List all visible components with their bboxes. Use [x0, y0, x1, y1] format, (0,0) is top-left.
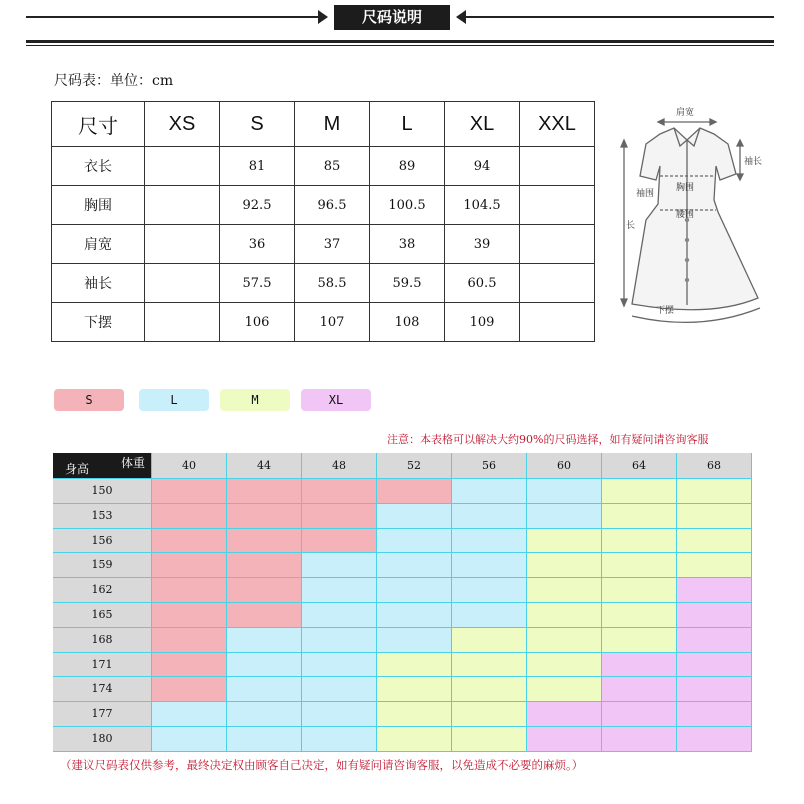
grid-cell-s [227, 603, 302, 628]
grid-cell-l [377, 578, 452, 603]
grid-cell-l [227, 628, 302, 653]
measure-value: 89 [370, 147, 445, 186]
measure-value: 92.5 [220, 186, 295, 225]
legend-item-s: S [54, 389, 124, 411]
measure-label: 袖长 [84, 276, 112, 292]
grid-cell-l [152, 702, 227, 727]
grid-cell-m [602, 479, 677, 504]
size-header-l: L [370, 102, 445, 147]
measure-value [145, 264, 220, 303]
measure-value [520, 264, 595, 303]
measure-value: 59.5 [370, 264, 445, 303]
grid-cell-s [152, 628, 227, 653]
grid-cell-xl [602, 702, 677, 727]
grid-cell-s [152, 677, 227, 702]
header-line-right [466, 16, 774, 18]
weight-header: 64 [602, 453, 677, 479]
measure-label: 胸围 [84, 198, 112, 214]
grid-cell-l [227, 677, 302, 702]
header-line-left [26, 16, 320, 18]
note-text: 注意：本表格可以解决大约90%的尺码选择，如有疑问请咨询客服 [387, 433, 709, 446]
size-header-s: S [220, 102, 295, 147]
grid-cell-s [152, 529, 227, 554]
grid-cell-m [527, 653, 602, 678]
size-table-row [52, 225, 595, 264]
grid-cell-m [527, 603, 602, 628]
grid-cell-s [152, 479, 227, 504]
grid-cell-l [377, 504, 452, 529]
height-header: 168 [53, 628, 152, 653]
diagram-label-sleeve: 袖长 [744, 157, 763, 167]
grid-cell-l [227, 702, 302, 727]
height-header: 174 [53, 677, 152, 702]
grid-cell-s [152, 553, 227, 578]
diagram-label-waist: 腰围 [676, 210, 695, 220]
page-title: 尺码说明 [334, 5, 450, 30]
grid-cell-m [527, 578, 602, 603]
grid-cell-xl [677, 702, 752, 727]
grid-cell-l [302, 603, 377, 628]
measure-label: 衣长 [84, 159, 112, 175]
grid-cell-s [302, 529, 377, 554]
measure-value: 81 [220, 147, 295, 186]
grid-cell-l [302, 578, 377, 603]
measure-value: 36 [220, 225, 295, 264]
measure-value: 96.5 [295, 186, 370, 225]
weight-header: 44 [227, 453, 302, 479]
grid-cell-s [227, 529, 302, 554]
grid-cell-m [527, 677, 602, 702]
grid-cell-xl [677, 628, 752, 653]
grid-cell-l [302, 628, 377, 653]
grid-cell-m [527, 553, 602, 578]
legend-item-m: M [220, 389, 290, 411]
grid-cell-m [377, 653, 452, 678]
diagram-label-chest: 胸围 [676, 183, 695, 193]
grid-cell-l [377, 603, 452, 628]
grid-cell-l [452, 553, 527, 578]
height-header: 165 [53, 603, 152, 628]
grid-cell-l [452, 603, 527, 628]
grid-cell-m [602, 603, 677, 628]
grid-cell-xl [602, 653, 677, 678]
grid-cell-xl [677, 727, 752, 752]
measure-value: 60.5 [445, 264, 520, 303]
grid-cell-l [452, 578, 527, 603]
measure-value: 107 [295, 303, 370, 342]
measure-value: 85 [295, 147, 370, 186]
measure-value [145, 147, 220, 186]
grid-cell-m [677, 479, 752, 504]
grid-cell-l [527, 479, 602, 504]
grid-cell-l [377, 553, 452, 578]
grid-cell-m [377, 677, 452, 702]
measure-value: 38 [370, 225, 445, 264]
grid-cell-s [302, 479, 377, 504]
grid-cell-xl [527, 727, 602, 752]
measure-value [520, 147, 595, 186]
legend-item-xl: XL [301, 389, 371, 411]
height-header: 180 [53, 727, 152, 752]
measure-value: 104.5 [445, 186, 520, 225]
grid-cell-xl [677, 578, 752, 603]
size-table-row [52, 186, 595, 225]
size-table-row [52, 264, 595, 303]
grid-cell-m [452, 653, 527, 678]
height-header: 171 [53, 653, 152, 678]
grid-cell-s [152, 653, 227, 678]
header-arrow-left-icon [318, 10, 328, 24]
height-header: 159 [53, 553, 152, 578]
grid-corner [53, 453, 152, 479]
measure-value: 100.5 [370, 186, 445, 225]
grid-cell-s [377, 479, 452, 504]
grid-cell-l [452, 504, 527, 529]
grid-cell-xl [602, 677, 677, 702]
grid-cell-l [377, 529, 452, 554]
size-header-m: M [295, 102, 370, 147]
grid-cell-m [602, 553, 677, 578]
height-header: 177 [53, 702, 152, 727]
size-header-label: 尺寸 [78, 115, 118, 138]
diagram-label-cuff: 袖围 [636, 189, 655, 199]
grid-cell-m [527, 529, 602, 554]
grid-cell-xl [677, 603, 752, 628]
grid-cell-s [152, 578, 227, 603]
weight-header: 40 [152, 453, 227, 479]
grid-cell-xl [677, 653, 752, 678]
grid-cell-xl [527, 702, 602, 727]
grid-cell-s [152, 504, 227, 529]
grid-cell-l [527, 504, 602, 529]
diagram-label-hem: 下摆 [656, 306, 675, 316]
size-header-xl: XL [445, 102, 520, 147]
size-header-xs: XS [145, 102, 220, 147]
size-table-row [52, 303, 595, 342]
grid-cell-m [527, 628, 602, 653]
size-table-row [52, 147, 595, 186]
diagram-label-shoulder: 肩宽 [676, 108, 695, 118]
measure-value: 108 [370, 303, 445, 342]
weight-header: 52 [377, 453, 452, 479]
grid-cell-m [452, 727, 527, 752]
measure-label: 下摆 [84, 315, 112, 331]
legend-item-l: L [139, 389, 209, 411]
grid-cell-m [452, 702, 527, 727]
grid-cell-l [302, 677, 377, 702]
grid-cell-s [227, 504, 302, 529]
corner-height-label: 身高 [65, 462, 90, 476]
header-arrow-right-icon [456, 10, 466, 24]
grid-cell-l [227, 727, 302, 752]
grid-cell-l [152, 727, 227, 752]
measure-value: 94 [445, 147, 520, 186]
grid-cell-l [452, 529, 527, 554]
measure-label: 肩宽 [84, 237, 112, 253]
height-header: 156 [53, 529, 152, 554]
grid-cell-m [602, 504, 677, 529]
grid-cell-m [602, 628, 677, 653]
grid-cell-m [677, 529, 752, 554]
grid-cell-s [227, 553, 302, 578]
size-header-xxl: XXL [520, 102, 595, 147]
height-header: 150 [53, 479, 152, 504]
diagram-label-length: 长 [626, 221, 636, 231]
measure-value [520, 225, 595, 264]
weight-header: 56 [452, 453, 527, 479]
unit-label: 尺码表：单位：cm [54, 73, 174, 89]
measure-value: 37 [295, 225, 370, 264]
grid-cell-s [302, 504, 377, 529]
grid-cell-l [302, 653, 377, 678]
weight-header: 60 [527, 453, 602, 479]
height-header: 153 [53, 504, 152, 529]
grid-cell-m [677, 504, 752, 529]
height-header: 162 [53, 578, 152, 603]
grid-cell-s [152, 603, 227, 628]
bottom-note: （建议尺码表仅供参考，最终决定权由顾客自己决定，如有疑问请咨询客服，以免造成不必要的麻烦。） [60, 758, 584, 772]
dress-diagram [610, 100, 775, 340]
grid-cell-s [227, 578, 302, 603]
grid-cell-l [452, 479, 527, 504]
grid-cell-m [452, 628, 527, 653]
grid-cell-l [302, 553, 377, 578]
measure-value: 57.5 [220, 264, 295, 303]
grid-cell-m [377, 727, 452, 752]
header-rule-thin [26, 45, 774, 46]
grid-cell-l [302, 727, 377, 752]
grid-cell-s [227, 479, 302, 504]
grid-cell-xl [602, 727, 677, 752]
size-table [51, 101, 595, 342]
measure-value [145, 303, 220, 342]
measure-value: 58.5 [295, 264, 370, 303]
measure-value [520, 303, 595, 342]
measure-value: 106 [220, 303, 295, 342]
grid-cell-m [602, 578, 677, 603]
corner-weight-label: 体重 [120, 456, 145, 470]
measure-value [145, 186, 220, 225]
header-rule [26, 40, 774, 43]
measure-value: 109 [445, 303, 520, 342]
grid-cell-l [227, 653, 302, 678]
weight-header: 48 [302, 453, 377, 479]
grid-cell-l [377, 628, 452, 653]
grid-cell-l [302, 702, 377, 727]
measure-value [145, 225, 220, 264]
measure-value: 39 [445, 225, 520, 264]
weight-header: 68 [677, 453, 752, 479]
grid-cell-m [377, 702, 452, 727]
grid-cell-m [677, 553, 752, 578]
grid-cell-m [602, 529, 677, 554]
grid-cell-m [452, 677, 527, 702]
measure-value [520, 186, 595, 225]
grid-cell-xl [677, 677, 752, 702]
